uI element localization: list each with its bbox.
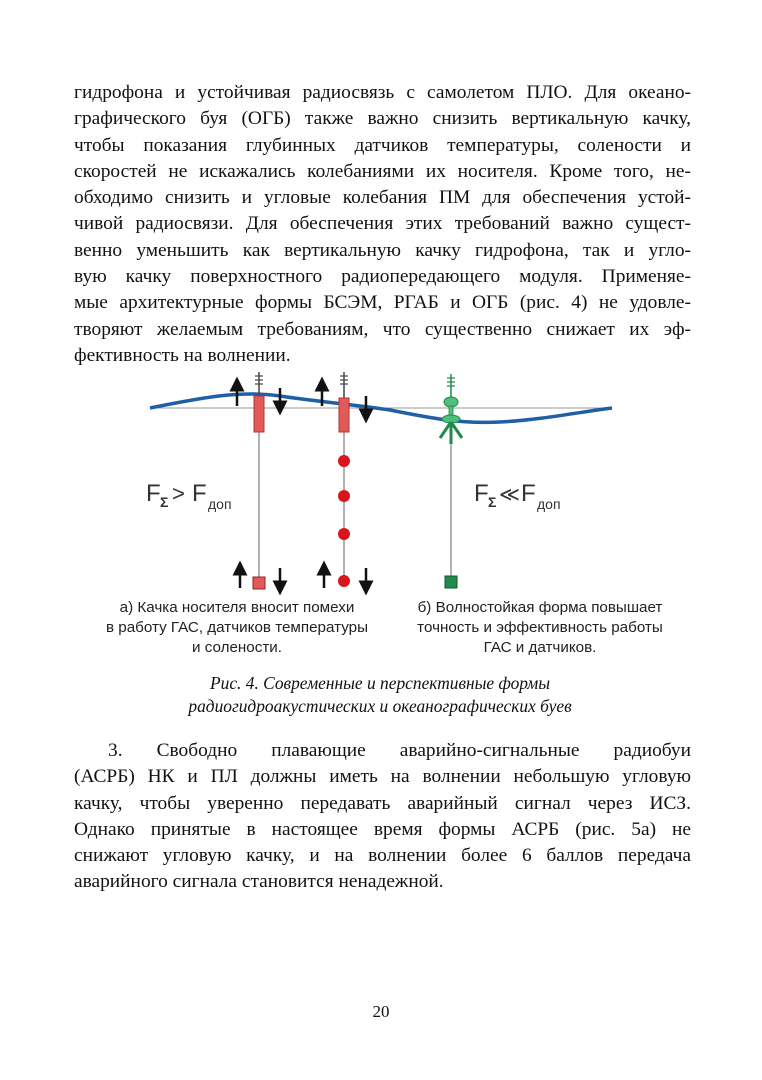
text-line: творяют желаемым требованиям, что существенно снижает их эф- — [74, 318, 691, 340]
text-line: фективность на волнении. — [74, 344, 291, 366]
text-line: аварийного сигнала становится ненадежной. — [74, 871, 444, 893]
page-number: 20 — [372, 1002, 390, 1021]
float-green — [444, 397, 458, 407]
float-red — [339, 398, 349, 432]
buoy-b — [338, 372, 350, 587]
formula-left — [146, 480, 232, 512]
caption-line: б) Волностойкая форма повышает — [417, 599, 663, 616]
caption-line: а) Качка носителя вносит помехи — [119, 599, 355, 616]
formula-right — [474, 480, 561, 512]
sphere — [338, 528, 350, 540]
text-line: чивой радиосвязи. Для обеспечения этих требований важно сущест- — [74, 213, 691, 235]
formula-subscript: Σ — [488, 494, 497, 510]
formula-symbol: F — [146, 480, 161, 507]
paragraph-2 — [74, 738, 691, 896]
caption-line: ГАС и датчиков. — [483, 639, 597, 656]
sphere — [338, 575, 350, 587]
formula-symbol: F — [192, 480, 207, 507]
sensor-square — [445, 576, 457, 588]
text-line: чтобы показания глубинных датчиков температуры, солености и — [74, 134, 691, 156]
figure-title-line: Рис. 4. Современные и перспективные формы — [210, 673, 550, 693]
caption-line: и солености. — [192, 639, 282, 656]
text-line: венно уменьшить как вертикальную качку гидрофона, так и угло- — [74, 239, 691, 261]
text-line: 3. Свободно плавающие аварийно-сигнальные радиобуи — [108, 740, 691, 761]
text-line: гидрофона и устойчивая радиосвязь с самолетом ПЛО. Для океано- — [74, 82, 691, 103]
hydrophone-square — [253, 577, 265, 589]
buoy-figure — [0, 360, 762, 596]
caption-line: точность и эффективность работы — [417, 619, 663, 636]
text-line: графического буя (ОГБ) также важно снизить вертикальную качку, — [74, 108, 691, 130]
text-line: скоростей не искажались колебаниями их носителя. Кроме того, не- — [74, 160, 691, 182]
formula-subscript: доп — [208, 496, 232, 512]
text-line: (АСРБ) НК и ПЛ должны иметь на волнении небольшую угловую — [74, 766, 691, 788]
text-line: вую качку поверхностного радиопередающего модуля. Применяе- — [74, 266, 691, 288]
formula-symbol: F — [474, 480, 489, 507]
formula-relation: ≪ — [499, 484, 520, 506]
formula-subscript: доп — [537, 496, 561, 512]
text-line: снижают угловую качку, и на волнении более 6 баллов передача — [74, 845, 691, 867]
float-red — [254, 396, 264, 432]
formula-relation: > — [172, 481, 185, 506]
buoy-a — [253, 372, 265, 589]
text-line: Однако принятые в настоящее время формы АСРБ (рис. 5а) не — [74, 818, 691, 840]
figure-title — [120, 672, 640, 718]
caption-right — [390, 598, 690, 658]
figure-title-line: радиогидроакустических и океанографических буев — [188, 696, 572, 716]
text-line: мые архитектурные формы БСЭМ, РГАБ и ОГБ (рис. 4) не удовле- — [74, 292, 691, 314]
sphere — [338, 455, 350, 467]
buoy-c — [440, 374, 462, 588]
text-line: обходимо снизить и угловые колебания ПМ для обеспечения устой- — [74, 187, 691, 209]
text-line: качку, чтобы уверенно передавать аварийный сигнал через ИСЗ. — [74, 792, 691, 814]
caption-left — [82, 598, 392, 658]
paragraph-1 — [74, 80, 691, 369]
formula-subscript: Σ — [160, 494, 169, 510]
caption-line: в работу ГАС, датчиков температуры — [105, 619, 369, 636]
sphere — [338, 490, 350, 502]
formula-symbol: F — [521, 480, 536, 507]
